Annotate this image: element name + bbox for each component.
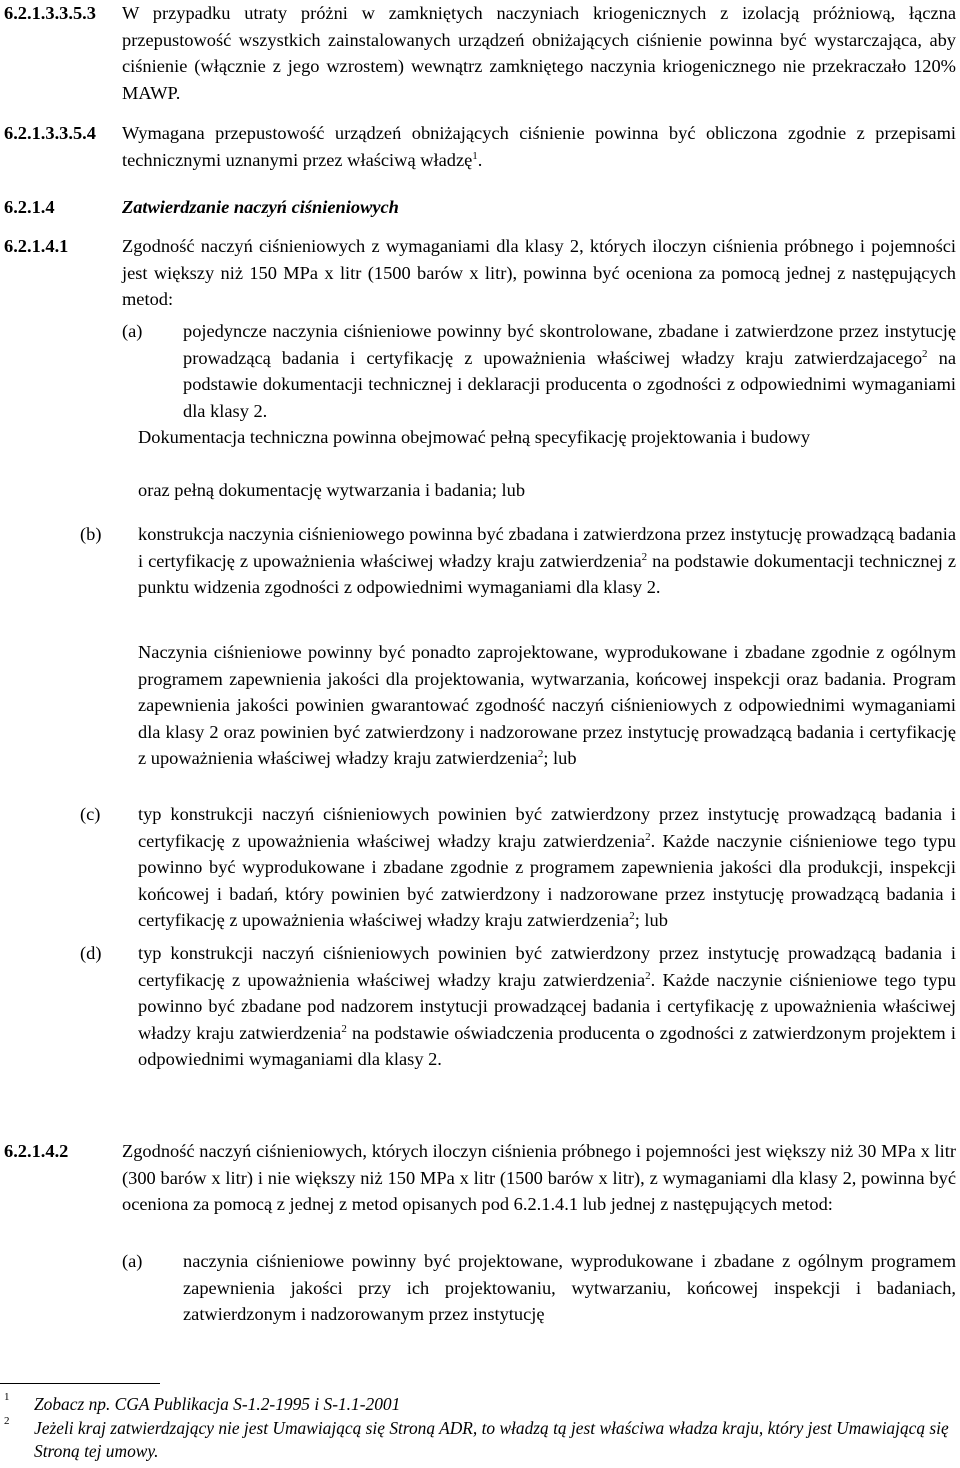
footnote-number: 2: [4, 1415, 10, 1427]
item-a-text: [183, 318, 956, 424]
paragraph-text: Wymagana przepustowość urządzeń obniżających ciśnienie powinna być obliczona zgodnie z przepisami technicznymi uznanymi przez właściwą władzę: [122, 123, 956, 170]
footnote-ref[interactable]: 2: [629, 910, 635, 923]
footnote-ref[interactable]: 2: [537, 748, 544, 761]
footnote-ref[interactable]: 2: [645, 830, 651, 843]
documentation-note-cont: oraz pełną dokumentację wytwarzania i badania; lub: [138, 480, 526, 500]
item-d-text: [138, 940, 956, 1073]
section-number: 6.2.1.3.3.5.3: [4, 3, 96, 23]
item-label-a: (a): [122, 1251, 143, 1271]
item-text: na podstawie dokumentacji technicznej i deklaracji producenta o zgodności z odpowiednimi wymaganiami dla klasy 2.: [183, 347, 956, 421]
item-text: . Każde naczynie ciśnieniowe tego typu powinno być wyprodukowane i zbadane zgodnie z programem zapewnienia jakości dla produkcji, inspekcji końcowej i badań, który powinien być zatwierdzony i nadzorowane przez instytucję prowadzącą badania i certyfikację z upoważnienia właściwej władzy kraju zatwierdzenia: [138, 830, 956, 931]
item-text: . Każde naczynie ciśnieniowe tego typu powinno być zbadane pod nadzorem instytucji prowadzącej badania i certyfikację z upoważnienia właściwej władzy kraju zatwierdzenia: [138, 969, 956, 1043]
item-a-text: naczynia ciśnieniowe powinny być projektowane, wyprodukowane i zbadane z ogólnym programem zapewnienia jakości przy ich projektowaniu, wytwarzaniu, końcowej inspekcji i badaniach, zatwierdzonym i nadzorowanym przez instytucję: [183, 1251, 956, 1325]
item-label-b: (b): [80, 524, 102, 544]
footnote-ref[interactable]: 1: [472, 149, 478, 162]
item-label-d: (d): [80, 943, 102, 963]
paragraph-text: W przypadku utraty próżni w zamkniętych naczyniach kriogenicznych z izolacją próżniową, łączna przepustowość wszystkich zainstalowanych urządzeń obniżających ciśnienie powinna być wystarczająca, aby ciśnienie (włącznie z jego wzrostem) wewnątrz zamkniętego naczynia kriogenicznego nie przekraczało 120% MAWP.: [122, 3, 956, 103]
footnote-separator: [0, 1383, 160, 1384]
footnote-ref[interactable]: 2: [341, 1022, 347, 1035]
paragraph-intro: Zgodność naczyń ciśnieniowych, których iloczyn ciśnienia próbnego i pojemności jest większy niż 30 MPa x litr (300 barów x litr) i nie większy niż 150 MPa x litr (1500 barów x litr), z wymaganiami dla klasy 2, powinna być oceniona za pomocą z jednej z metod opisanych pod 6.2.1.4.1 lub jednej z następujących metod:: [122, 1141, 956, 1215]
footnote-ref[interactable]: 2: [641, 550, 648, 563]
item-label-a: (a): [122, 321, 143, 341]
footnote-ref[interactable]: 2: [645, 969, 651, 982]
item-b-quality-program: [138, 639, 956, 772]
item-c-text: [138, 801, 956, 934]
item-text: pojedyncze naczynia ciśnieniowe powinny być skontrolowane, zbadane i zatwierdzone przez instytucję prowadzącą badania i certyfikację z upoważnienia właściwej władzy kraju zatwierdzajacego: [183, 321, 956, 368]
footnote-text: Zobacz np. CGA Publikacja S-1.2-1995 i S-1.1-2001: [34, 1394, 401, 1414]
item-text: typ konstrukcji naczyń ciśnieniowych powinien być zatwierdzony przez instytucję prowadzącą badania i certyfikację z upoważnienia właściwej władzy kraju zatwierdzenia: [138, 943, 956, 990]
item-text: typ konstrukcji naczyń ciśnieniowych powinien być zatwierdzony przez instytucję prowadzącą badania i certyfikację z upoważnienia właściwej władzy kraju zatwierdzenia: [138, 804, 956, 851]
item-text: Naczynia ciśnieniowe powinny być ponadto zaprojektowane, wyprodukowane i zbadane zgodnie z ogólnym programem zapewnienia jakości dla projektowania, wytwarzania, końcowej inspekcji oraz badania. Program zapewnienia jakości powinien gwarantować zgodność naczyń ciśnieniowych z odpowiednimi wymaganiami dla klasy 2 oraz powinien być zatwierdzony i nadzorowane przez instytucję prowadzącą badania i certyfikację z upoważnienia właściwej władzy kraju zatwierdzenia: [138, 642, 956, 769]
item-text: konstrukcja naczynia ciśnieniowego powinna być zbadana i zatwierdzona przez instytucję prowadzącą badania i certyfikację z upoważnienia właściwej władzy kraju zatwierdzenia: [138, 524, 956, 571]
section-heading: Zatwierdzanie naczyń ciśnieniowych: [122, 197, 399, 217]
paragraph-text: .: [477, 149, 483, 170]
item-b-text: [138, 521, 956, 601]
paragraph-vacuum-loss: [122, 0, 956, 106]
footnote-ref[interactable]: 2: [922, 347, 928, 360]
documentation-note: Dokumentacja techniczna powinna obejmować pełną specyfikację projektowania i budowy: [138, 427, 811, 447]
section-number: 6.2.1.4.1: [4, 236, 69, 256]
item-text: ; lub: [543, 748, 577, 769]
footnote-number: 1: [4, 1391, 10, 1403]
section-number: 6.2.1.4: [4, 197, 55, 217]
item-label-c: (c): [80, 804, 101, 824]
item-text: na podstawie dokumentacji technicznej z punktu widzenia zgodności z odpowiednimi wymaganiami dla klasy 2.: [138, 550, 956, 598]
paragraph-intro: Zgodność naczyń ciśnieniowych z wymaganiami dla klasy 2, których iloczyn ciśnienia próbnego i pojemności jest większy niż 150 MPa x litr (1500 barów x litr), powinna być oceniona za pomocą jednej z następujących metod:: [122, 236, 956, 310]
item-text: na podstawie oświadczenia producenta o zgodności z zatwierdzonym projektem i odpowiednimi wymaganiami dla klasy 2.: [138, 1022, 956, 1070]
footnote-text: Jeżeli kraj zatwierdzający nie jest Umawiającą się Stroną ADR, to władzą tą jest właściwa władza kraju, który jest Umawiającą się Stroną tej umowy.: [34, 1418, 949, 1461]
section-number: 6.2.1.3.3.5.4: [4, 123, 96, 143]
item-text: ; lub: [634, 910, 668, 931]
paragraph-required-capacity: [122, 120, 956, 173]
section-number: 6.2.1.4.2: [4, 1141, 69, 1161]
